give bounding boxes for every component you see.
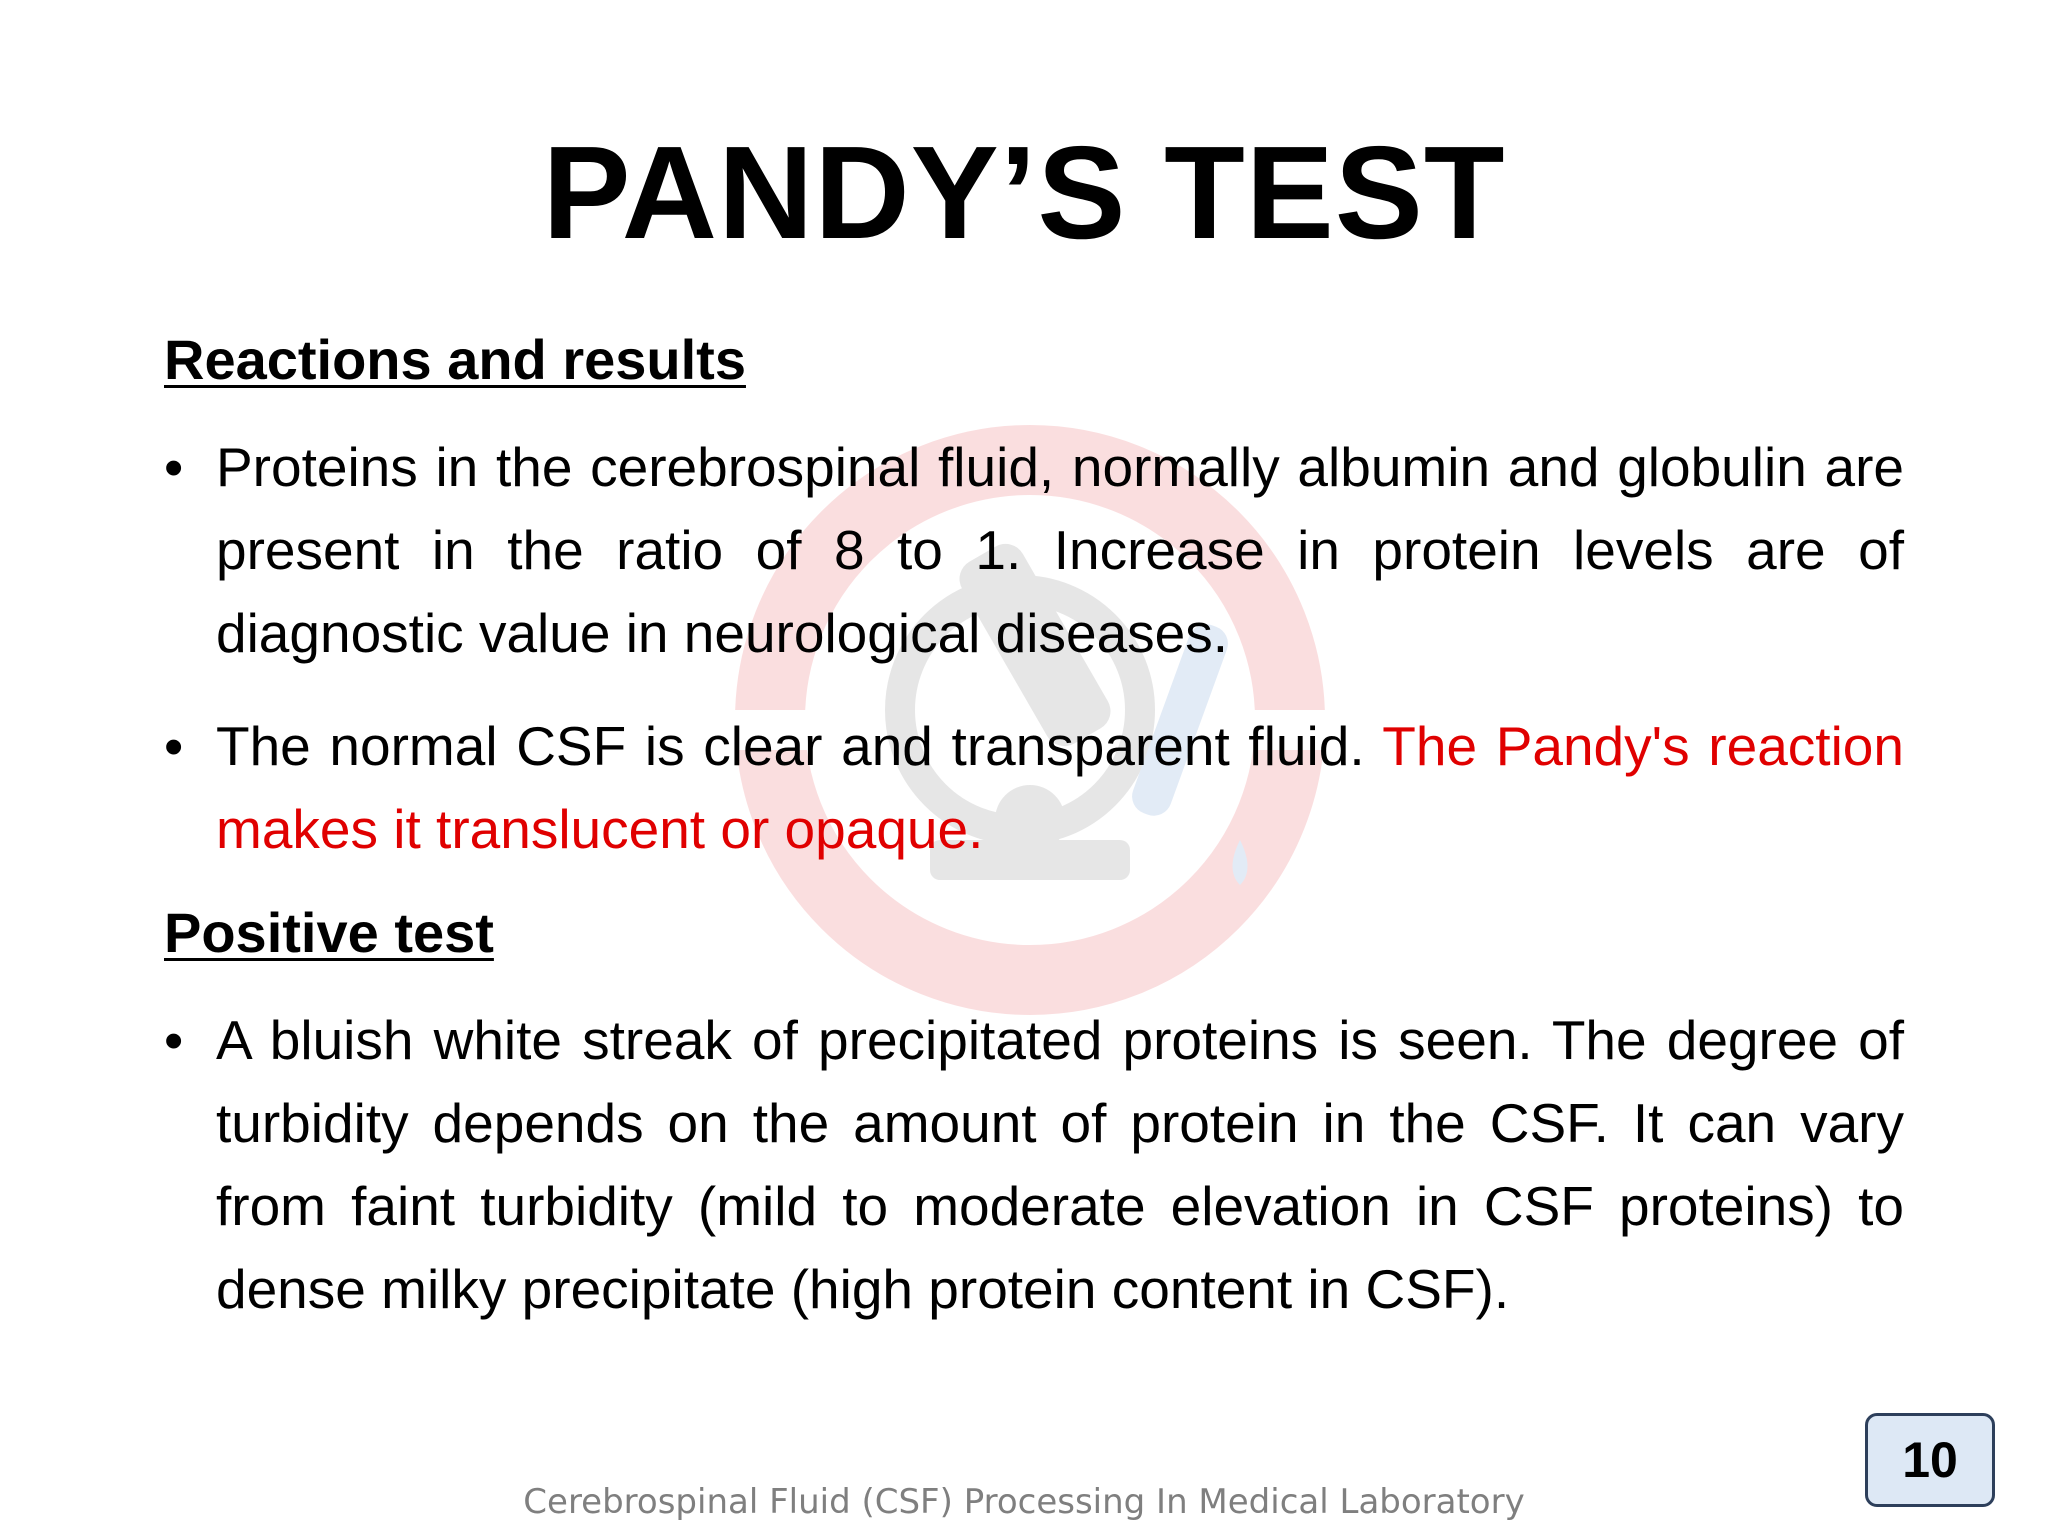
bullet-dot: •	[164, 715, 184, 777]
slide-title: PANDY’S TEST	[542, 119, 1506, 266]
bullet-item	[164, 426, 1904, 675]
page-number-badge: 10	[1865, 1413, 1995, 1507]
section-heading-positive: Positive test	[164, 901, 494, 964]
footer-text: Cerebrospinal Fluid (CSF) Processing In Medical Laboratory	[523, 1482, 1525, 1522]
bullet-item	[164, 705, 1904, 871]
slide-content	[164, 318, 1904, 1331]
bullet-text: Proteins in the cerebrospinal fluid, normally albumin and globulin are present in the ratio of 8 to 1. Increase in protein levels are of diagnostic value in neurological diseases.	[216, 436, 1904, 664]
highlighted-text: The Pandy's reaction makes it translucent or opaque.	[216, 715, 1904, 860]
bullet-text: The normal CSF is clear and transparent fluid.	[216, 715, 1383, 777]
positive-bullet-list	[164, 999, 1904, 1331]
bullet-item	[164, 999, 1904, 1331]
bullet-dot: •	[164, 436, 184, 498]
bullet-dot: •	[164, 1009, 184, 1071]
reactions-bullet-list	[164, 426, 1904, 871]
bullet-text: A bluish white streak of precipitated proteins is seen. The degree of turbidity depends on the amount of protein in the CSF. It can vary from faint turbidity (mild to moderate elevation in CSF proteins) to dense milky precipitate (high protein content in CSF).	[216, 1009, 1904, 1320]
section-heading-reactions: Reactions and results	[164, 328, 746, 391]
